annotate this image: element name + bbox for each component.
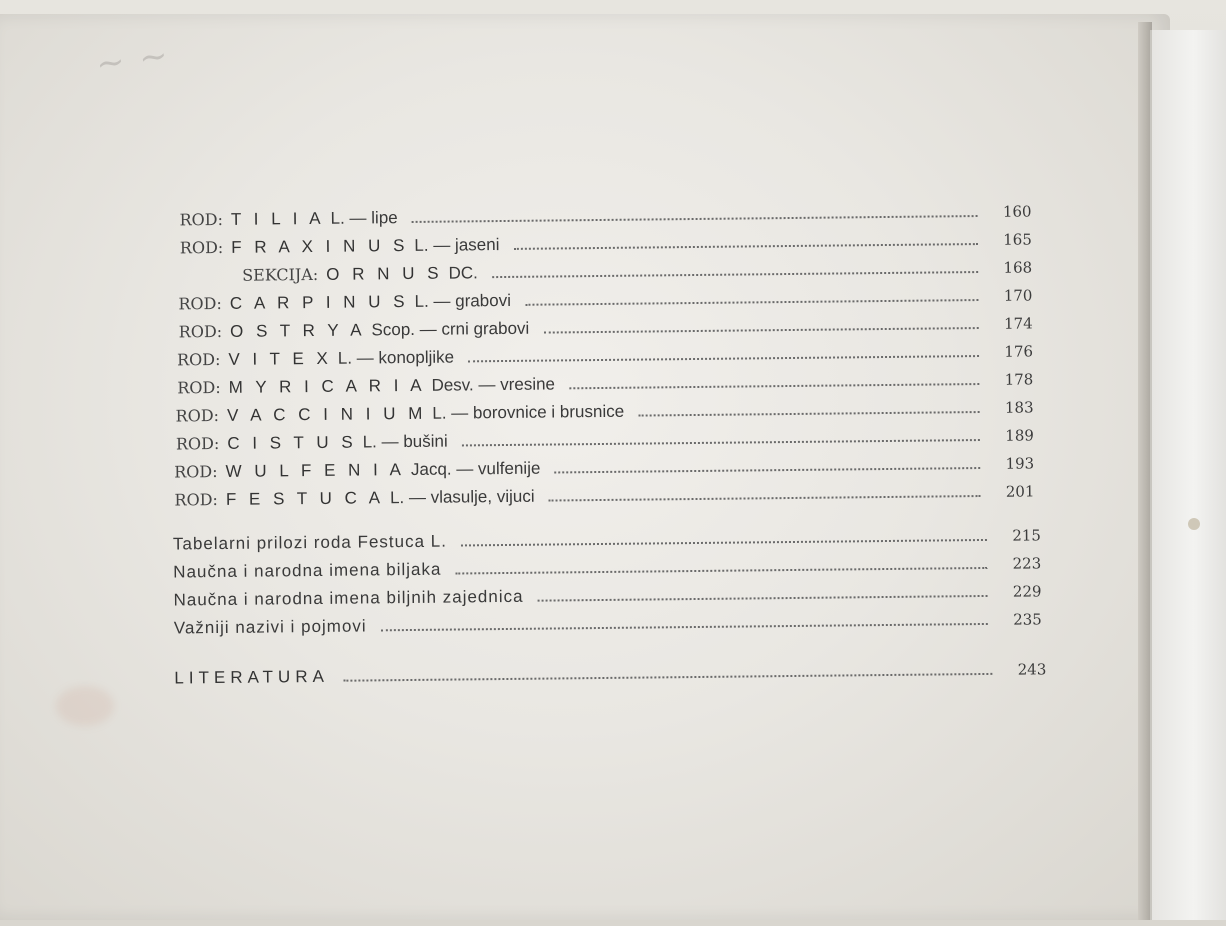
- page-number: 229: [1012, 582, 1042, 601]
- entry-genus: C A R P I N U S: [229, 291, 409, 313]
- page-number: 174: [1003, 314, 1033, 333]
- entry-prefix: ROD:: [179, 209, 224, 230]
- book-cover: [1150, 30, 1226, 920]
- appendix-title: Naučna i narodna imena biljnih zajednica: [173, 586, 524, 610]
- dot-leader: [381, 623, 988, 631]
- cover-spot: [1188, 518, 1200, 530]
- page-number: 223: [1012, 554, 1042, 573]
- dot-leader: [569, 383, 979, 389]
- entry-description: L. — lipe: [330, 208, 398, 228]
- entry-description: Scop. — crni grabovi: [371, 318, 530, 340]
- entry-description: L. — jaseni: [414, 235, 500, 255]
- entry-description: DC.: [448, 263, 478, 283]
- entry-prefix: SEKCIJA:: [242, 264, 319, 285]
- dot-leader: [513, 243, 977, 250]
- entry-genus: W U L F E N I A: [225, 460, 406, 481]
- pencil-mark: ~ ~: [93, 35, 173, 85]
- dot-leader: [538, 595, 988, 602]
- dot-leader: [461, 539, 987, 547]
- entry-genus: V I T E X: [228, 348, 332, 369]
- entry-prefix: ROD:: [175, 405, 220, 426]
- page-number: 189: [1005, 426, 1034, 445]
- page-number: 183: [1004, 398, 1034, 417]
- appendix-title: Naučna i narodna imena biljaka: [173, 559, 442, 582]
- page-number: 168: [1003, 258, 1033, 277]
- appendix-title: Tabelarni prilozi roda Festuca L.: [172, 531, 448, 554]
- page-number: 176: [1004, 342, 1034, 361]
- dot-leader: [492, 271, 978, 278]
- entry-genus: F R A X I N U S: [231, 235, 409, 257]
- dot-leader: [412, 215, 978, 223]
- dot-leader: [455, 567, 987, 575]
- toc-literatura[interactable]: [174, 659, 1046, 696]
- dot-leader: [525, 299, 978, 306]
- entry-description: Jacq. — vulfenije: [410, 458, 541, 479]
- dot-leader: [343, 673, 992, 682]
- entry-prefix: ROD:: [179, 237, 224, 258]
- entry-prefix: ROD:: [174, 462, 218, 482]
- entry-prefix: ROD:: [178, 293, 222, 314]
- page-number: 178: [1004, 370, 1034, 389]
- entry-description: L. — grabovi: [414, 290, 512, 311]
- entry-description: L. — bušini: [362, 431, 448, 452]
- entry-genus: T I L I A: [230, 208, 325, 229]
- entry-prefix: ROD:: [176, 349, 221, 370]
- entry-genus: C I S T U S: [227, 432, 357, 453]
- entry-prefix: ROD:: [178, 321, 223, 342]
- entry-description: L. — konopljike: [337, 347, 455, 368]
- entry-genus: F E S T U C A: [225, 488, 385, 509]
- page-number: 235: [1013, 610, 1042, 629]
- entry-genus: O S T R Y A: [230, 320, 366, 341]
- entry-prefix: ROD:: [175, 433, 220, 454]
- page-number: 193: [1005, 454, 1035, 473]
- page-number: 160: [1002, 202, 1032, 221]
- entry-genus: O R N U S: [326, 263, 443, 284]
- entry-description: L. — vlasulje, vijuci: [389, 486, 535, 508]
- dot-leader: [554, 467, 980, 473]
- dot-leader: [468, 355, 979, 362]
- dot-leader: [462, 439, 980, 446]
- page-number: 201: [1005, 482, 1035, 501]
- dot-leader: [549, 495, 981, 502]
- dot-leader: [638, 411, 979, 417]
- entry-prefix: ROD:: [174, 490, 218, 510]
- entry-genus: M Y R I C A R I A: [228, 375, 426, 397]
- page-number: 215: [1012, 526, 1042, 545]
- appendix-title: Važniji nazivi i pojmovi: [173, 616, 367, 638]
- page-number: 243: [1017, 660, 1047, 679]
- literature-title: LITERATURA: [174, 666, 330, 688]
- entry-description: Desv. — vresine: [431, 374, 556, 395]
- entry-prefix: ROD:: [177, 377, 221, 398]
- dot-leader: [543, 327, 978, 334]
- page-number: 165: [1003, 230, 1032, 249]
- entry-genus: V A C C I N I U M: [226, 403, 427, 425]
- page-number: 170: [1003, 286, 1033, 305]
- entry-description: L. — borovnice i brusnice: [432, 401, 625, 423]
